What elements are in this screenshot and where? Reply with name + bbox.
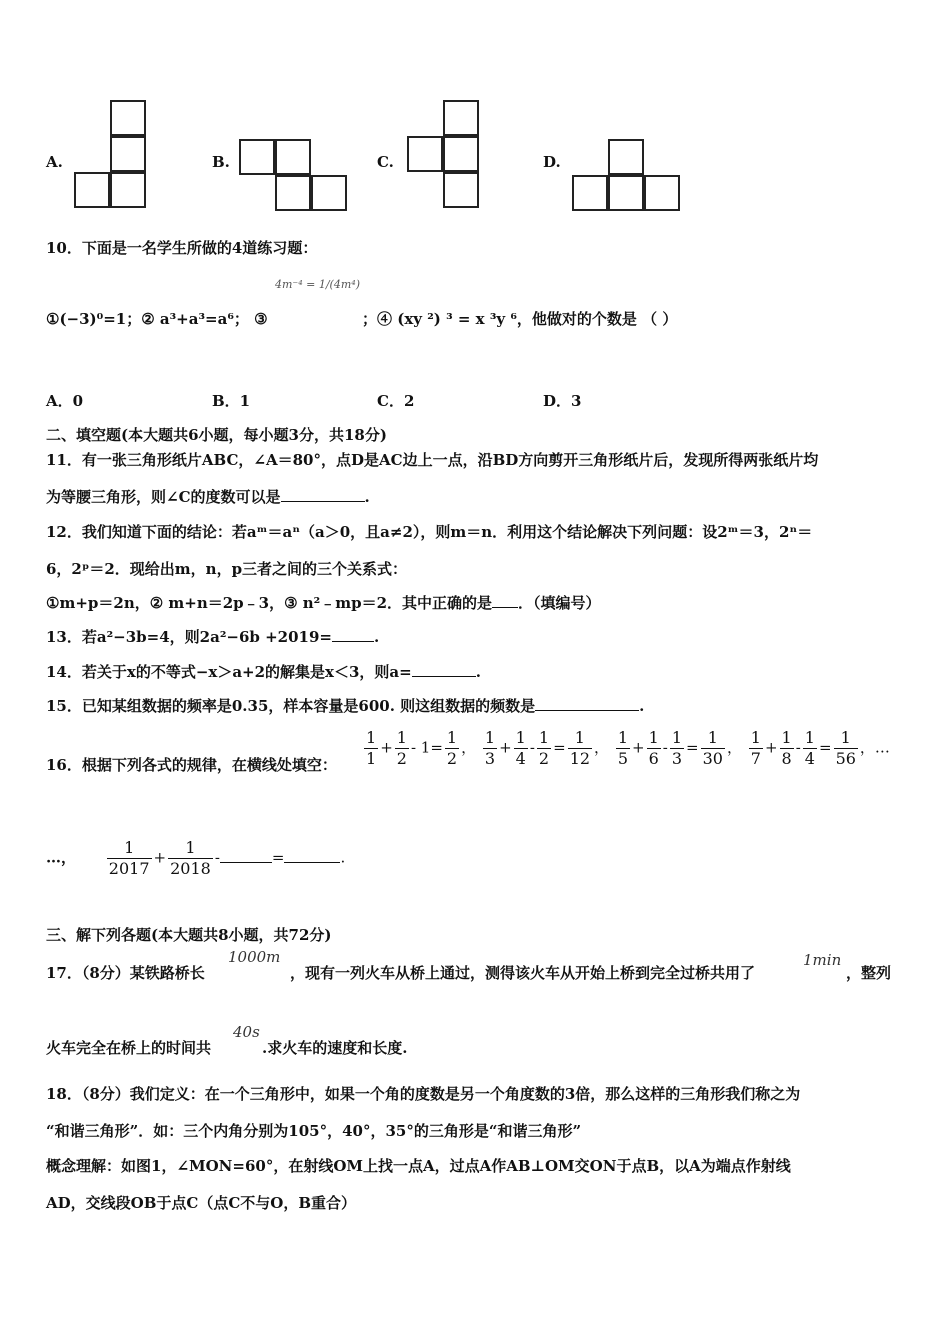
q10-option-c: C．2	[377, 392, 415, 410]
fraction: $\frac{1}{2}$	[538, 728, 550, 768]
fraction: $\frac{1}{4}$	[515, 728, 526, 768]
fraction: $\frac{1}{2}$	[396, 728, 407, 768]
fraction: $\frac{1}{4}$	[804, 728, 815, 768]
option-c-label: C.	[377, 153, 394, 171]
option-a-label: A.	[46, 153, 63, 171]
q12-line1: 12．我们知道下面的结论：若aᵐ＝aⁿ（a＞0，且a≠2），则m＝n．利用这个结论解决下列问题：设2ᵐ＝3，2ⁿ＝	[46, 523, 813, 541]
q17-part-c: ，整列	[846, 964, 892, 982]
fraction: $\frac{1}{5}$	[617, 728, 629, 768]
fraction: $\frac{1}{6}$	[648, 728, 659, 768]
q12-line2: 6，2ᵖ＝2．现给出m，n，p三者之间的三个关系式：	[46, 560, 408, 578]
fraction: $\frac{1}{56}$	[835, 728, 856, 768]
option-b-label: B.	[212, 153, 230, 171]
q10-formula-image: 4m⁻⁴ = 1/(4m⁴)	[275, 278, 360, 291]
q16-equations: $\frac{1}{1}$ + $\frac{1}{2}$ - 1= $\frac{1}{2}$ ， $\frac{1}{3}$ + $\frac{1}{4}$ - $\frac{1}{2}$ = $\frac{1}{12}$ ， $\frac{1}{5}$ + $\frac{1}{6}$ - $\frac{1}{3}$ = $\frac{1}{30}$ ， $\frac{1}{7}$ + $\frac{1}{8}$ - $\frac{1}{4}$ = $\frac{1}{56}$ ，…	[366, 728, 890, 768]
fraction: $\frac{1}{30}$	[702, 728, 723, 768]
q15: 15．已知某组数据的频率是0.35，样本容量是600. 则这组数据的频数是 .	[46, 697, 645, 715]
q10-option-d: D．3	[543, 392, 582, 410]
fraction: $\frac{1}{2018}$	[170, 838, 211, 878]
q13-answer-blank[interactable]	[332, 627, 374, 642]
q11-line2: 为等腰三角形，则∠C的度数可以是 .	[46, 488, 370, 506]
q10-line-end: ；④ (xy ²) ³ = x ³y ⁶，他做对的个数是 （ ）	[362, 310, 678, 328]
section-3-heading: 三、解下列各题(本大题共8小题，共72分)	[46, 926, 332, 944]
fraction: $\frac{1}{7}$	[750, 728, 761, 768]
q11-line1: 11．有一张三角形纸片ABC，∠A＝80°，点D是AC边上一点，沿BD方向剪开三角形纸片后，发现所得两张纸片均	[46, 451, 819, 469]
fraction: $\frac{1}{2017}$	[108, 838, 150, 878]
q17-part-b: ，现有一列火车从桥上通过，测得该火车从开始上桥到完全过桥共用了	[290, 964, 756, 982]
fraction: $\frac{1}{2}$	[446, 728, 458, 768]
fraction: $\frac{1}{12}$	[569, 728, 591, 768]
q10-line-start: ①(−3)⁰=1；② a³+a³=a⁶； ③	[46, 310, 268, 328]
fraction: $\frac{1}{8}$	[781, 728, 792, 768]
q10-option-b: B．1	[212, 392, 251, 410]
q18-line1: 18．（8分）我们定义：在一个三角形中，如果一个角的度数是另一个角度数的3倍，那么这样的三角形我们称之为	[46, 1085, 801, 1103]
q12-answer-blank[interactable]	[492, 593, 518, 608]
q14: 14．若关于x的不等式−x＞a+2的解集是x＜3，则a= .	[46, 663, 481, 681]
q18-line2: “和谐三角形”．如：三个内角分别为105°，40°，35°的三角形是“和谐三角形”	[46, 1122, 582, 1140]
section-2-heading: 二、填空题(本大题共6小题，每小题3分，共18分)	[46, 426, 387, 444]
q17-total-time: 1min	[803, 951, 842, 969]
q10-option-a: A．0	[46, 392, 84, 410]
q16-text: 16．根据下列各式的规律，在横线处填空：	[46, 756, 337, 774]
q17-part-e: .求火车的速度和长度.	[262, 1039, 408, 1057]
q12-line3: ①m+p＝2n，② m+n＝2p﹣3，③ n²﹣mp＝2．其中正确的是 ．（填编号）	[46, 594, 601, 612]
q16-answer-blank-1[interactable]	[220, 848, 272, 863]
q14-answer-blank[interactable]	[412, 662, 476, 677]
fraction: $\frac{1}{3}$	[484, 728, 496, 768]
q17-part-d: 火车完全在桥上的时间共	[46, 1039, 212, 1057]
q17-part-a: 17．（8分）某铁路桥长	[46, 964, 205, 982]
q18-line4: AD，交线段OB于点C（点C不与O，B重合）	[46, 1194, 357, 1212]
q18-line3: 概念理解：如图1，∠MON=60°，在射线OM上找一点A，过点A作AB⊥OM交ON于点B，以A为端点作射线	[46, 1157, 791, 1175]
fraction: $\frac{1}{1}$	[366, 728, 377, 768]
q15-answer-blank[interactable]	[535, 696, 639, 711]
q17-bridge-length: 1000m	[228, 948, 281, 966]
q13: 13．若a²−3b=4，则2a²−6b +2019= .	[46, 628, 380, 646]
q17-on-bridge-time: 40s	[233, 1023, 260, 1041]
q11-answer-blank[interactable]	[281, 487, 365, 502]
q10-title: 10．下面是一名学生所做的4道练习题：	[46, 239, 318, 257]
q16-answer-blank-2[interactable]	[284, 848, 340, 863]
q16-last-line: …， $\frac{1}{2017}$ + $\frac{1}{2018}$ - = .	[46, 838, 346, 878]
option-d-label: D.	[543, 153, 561, 171]
fraction: $\frac{1}{3}$	[671, 728, 683, 768]
